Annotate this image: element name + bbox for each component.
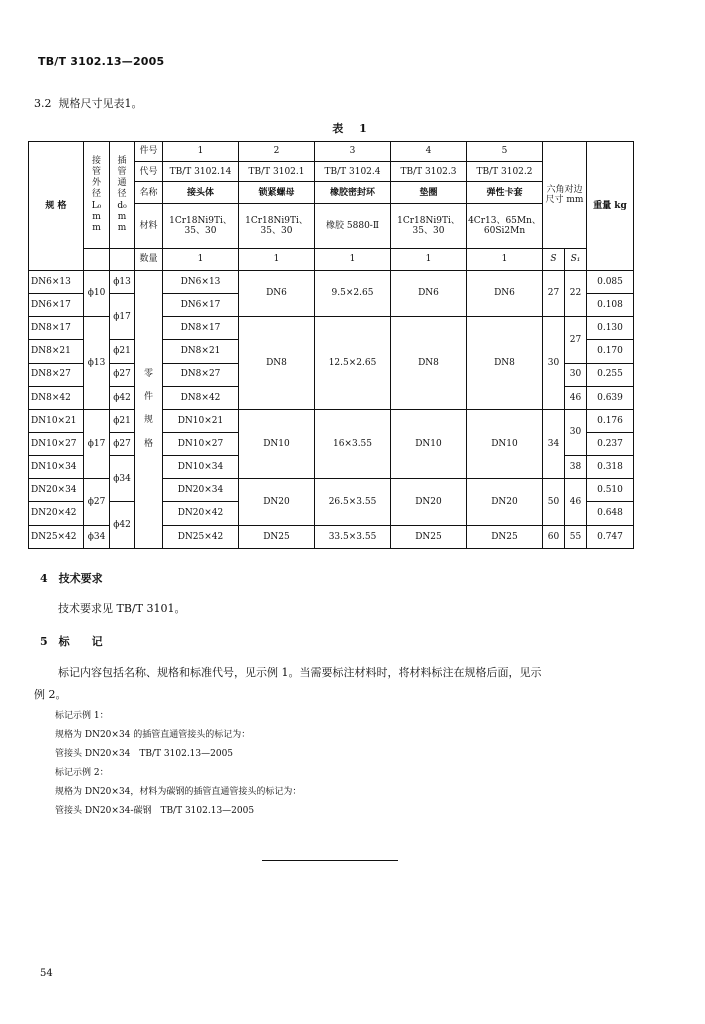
s-label: S [543,248,565,270]
bore-cell: ϕ21 [110,340,135,363]
weight-cell: 0.130 [587,317,634,340]
s1-cell: 55 [565,525,587,548]
part-quantity: 1 [467,248,543,270]
outer-dia-cell: ϕ13 [84,317,110,410]
part-code: TB/T 3102.4 [315,162,391,182]
part-number: 1 [163,142,239,162]
bore-cell: ϕ21 [110,409,135,432]
part-number: 3 [315,142,391,162]
weight-cell: 0.318 [587,456,634,479]
part-quantity: 1 [163,248,239,270]
part3-cell: 33.5×3.55 [315,525,391,548]
outer-dia-cell: ϕ27 [84,479,110,525]
table-caption: 表 1 [332,122,373,135]
part-name: 锁紧螺母 [239,182,315,204]
section-5-text-line2: 例 2。 [34,688,67,701]
part1-cell: DN25×42 [163,525,239,548]
material-label: 材料 [135,204,163,248]
part5-cell: DN25 [467,525,543,548]
section-5-heading: 5 标 记 [40,635,103,648]
part3-cell: 26.5×3.55 [315,479,391,525]
example-line: 管接头 DN20×34 TB/T 3102.13—2005 [55,749,234,759]
outer-dia-header: 接管外径 L₀ mm [84,142,110,249]
part5-cell: DN10 [467,409,543,478]
part-code: TB/T 3102.2 [467,162,543,182]
weight-header: 重量 kg [587,142,634,271]
s-cell: 50 [543,479,565,525]
part-quantity: 1 [391,248,467,270]
part4-cell: DN20 [391,479,467,525]
part1-cell: DN8×17 [163,317,239,340]
s1-cell: 30 [565,363,587,386]
part-number: 2 [239,142,315,162]
part1-cell: DN6×13 [163,270,239,293]
spec-cell: DN8×42 [29,386,84,409]
name-label: 名称 [135,182,163,204]
part1-cell: DN8×27 [163,363,239,386]
section-3-2 [34,95,143,111]
outer-dia-empty [84,248,110,270]
part3-cell: 16×3.55 [315,409,391,478]
part1-cell: DN20×34 [163,479,239,502]
spec-cell: DN8×17 [29,317,84,340]
spec-cell: DN8×21 [29,340,84,363]
part-number: 5 [467,142,543,162]
part-name: 垫圈 [391,182,467,204]
bore-cell: ϕ13 [110,270,135,293]
part-material: 1Cr18Ni9Ti、35、30 [163,204,239,248]
weight-cell: 0.639 [587,386,634,409]
part5-cell: DN6 [467,270,543,316]
part-number: 4 [391,142,467,162]
bore-cell: ϕ17 [110,294,135,340]
section-number: 3.2 [34,97,52,110]
s1-cell: 27 [565,317,587,363]
part2-cell: DN6 [239,270,315,316]
weight-cell: 0.237 [587,433,634,456]
section-4-text: 技术要求见 TB/T 3101。 [58,602,186,615]
end-rule [262,860,398,861]
s1-cell: 22 [565,270,587,316]
part5-cell: DN20 [467,479,543,525]
spec-cell: DN6×13 [29,270,84,293]
weight-cell: 0.510 [587,479,634,502]
part2-cell: DN8 [239,317,315,410]
bore-cell: ϕ34 [110,456,135,502]
s-cell: 27 [543,270,565,316]
spec-cell: DN10×27 [29,433,84,456]
s-cell: 60 [543,525,565,548]
part1-cell: DN6×17 [163,294,239,317]
part-code: TB/T 3102.14 [163,162,239,182]
hex-header: 六角对边尺寸 mm [543,142,587,249]
part1-cell: DN10×34 [163,456,239,479]
part2-cell: DN20 [239,479,315,525]
s1-cell: 38 [565,456,587,479]
example-line: 标记示例 1： [55,711,109,721]
s-cell: 34 [543,409,565,478]
section-4-heading: 4 技术要求 [40,572,103,585]
s1-cell: 30 [565,409,587,455]
section-5-text-line1: 标记内容包括名称、规格和标准代号，见示例 1。当需要标注材料时，将材料标注在规格后面，见示 [58,666,542,679]
bore-cell: ϕ42 [110,502,135,549]
spec-cell: DN6×17 [29,294,84,317]
part-material: 4Cr13、65Mn、60Si2Mn [467,204,543,248]
part-no-label: 件号 [135,142,163,162]
spec-table [28,141,634,549]
bore-header: 插管通径 d₀ mm [110,142,135,249]
part3-cell: 12.5×2.65 [315,317,391,410]
standard-header: TB/T 3102.13—2005 [38,55,165,68]
part-code: TB/T 3102.1 [239,162,315,182]
s1-cell: 46 [565,479,587,525]
s1-cell: 46 [565,386,587,409]
part1-cell: DN10×21 [163,409,239,432]
part-code: TB/T 3102.3 [391,162,467,182]
part4-cell: DN8 [391,317,467,410]
part-spec-label: 零件规格 [135,270,163,548]
part4-cell: DN10 [391,409,467,478]
weight-cell: 0.255 [587,363,634,386]
example-line: 规格为 DN20×34，材料为碳钢的插管直通管接头的标记为： [55,787,302,797]
part4-cell: DN6 [391,270,467,316]
spec-header: 规 格 [29,142,84,271]
page-number: 54 [40,968,53,979]
bore-cell: ϕ27 [110,433,135,456]
part-name: 接头体 [163,182,239,204]
weight-cell: 0.176 [587,409,634,432]
spec-cell: DN10×21 [29,409,84,432]
weight-cell: 0.108 [587,294,634,317]
outer-dia-cell: ϕ34 [84,525,110,548]
spec-cell: DN8×27 [29,363,84,386]
weight-cell: 0.747 [587,525,634,548]
part3-cell: 9.5×2.65 [315,270,391,316]
part4-cell: DN25 [391,525,467,548]
outer-dia-cell: ϕ17 [84,409,110,478]
part2-cell: DN10 [239,409,315,478]
part-material: 1Cr18Ni9Ti、35、30 [391,204,467,248]
example-line: 管接头 DN20×34-碳钢 TB/T 3102.13—2005 [55,806,255,816]
spec-cell: DN10×34 [29,456,84,479]
weight-cell: 0.648 [587,502,634,525]
part-name: 橡胶密封环 [315,182,391,204]
part2-cell: DN25 [239,525,315,548]
weight-cell: 0.085 [587,270,634,293]
part-quantity: 1 [315,248,391,270]
s-cell: 30 [543,317,565,410]
example-line: 规格为 DN20×34 的插管直通管接头的标记为： [55,730,251,740]
outer-dia-cell: ϕ10 [84,270,110,316]
spec-cell: DN20×42 [29,502,84,525]
qty-label: 数量 [135,248,163,270]
part-material: 1Cr18Ni9Ti、35、30 [239,204,315,248]
part5-cell: DN8 [467,317,543,410]
part1-cell: DN8×42 [163,386,239,409]
s1-label: S₁ [565,248,587,270]
spec-cell: DN20×34 [29,479,84,502]
part1-cell: DN20×42 [163,502,239,525]
part1-cell: DN10×27 [163,433,239,456]
part1-cell: DN8×21 [163,340,239,363]
part-quantity: 1 [239,248,315,270]
weight-cell: 0.170 [587,340,634,363]
example-line: 标记示例 2： [55,768,109,778]
bore-empty [110,248,135,270]
bore-cell: ϕ42 [110,386,135,409]
section-text: 规格尺寸见表1。 [58,97,143,110]
part-material: 橡胶 5880-Ⅱ [315,204,391,248]
code-label: 代号 [135,162,163,182]
spec-cell: DN25×42 [29,525,84,548]
bore-cell: ϕ27 [110,363,135,386]
part-name: 弹性卡套 [467,182,543,204]
